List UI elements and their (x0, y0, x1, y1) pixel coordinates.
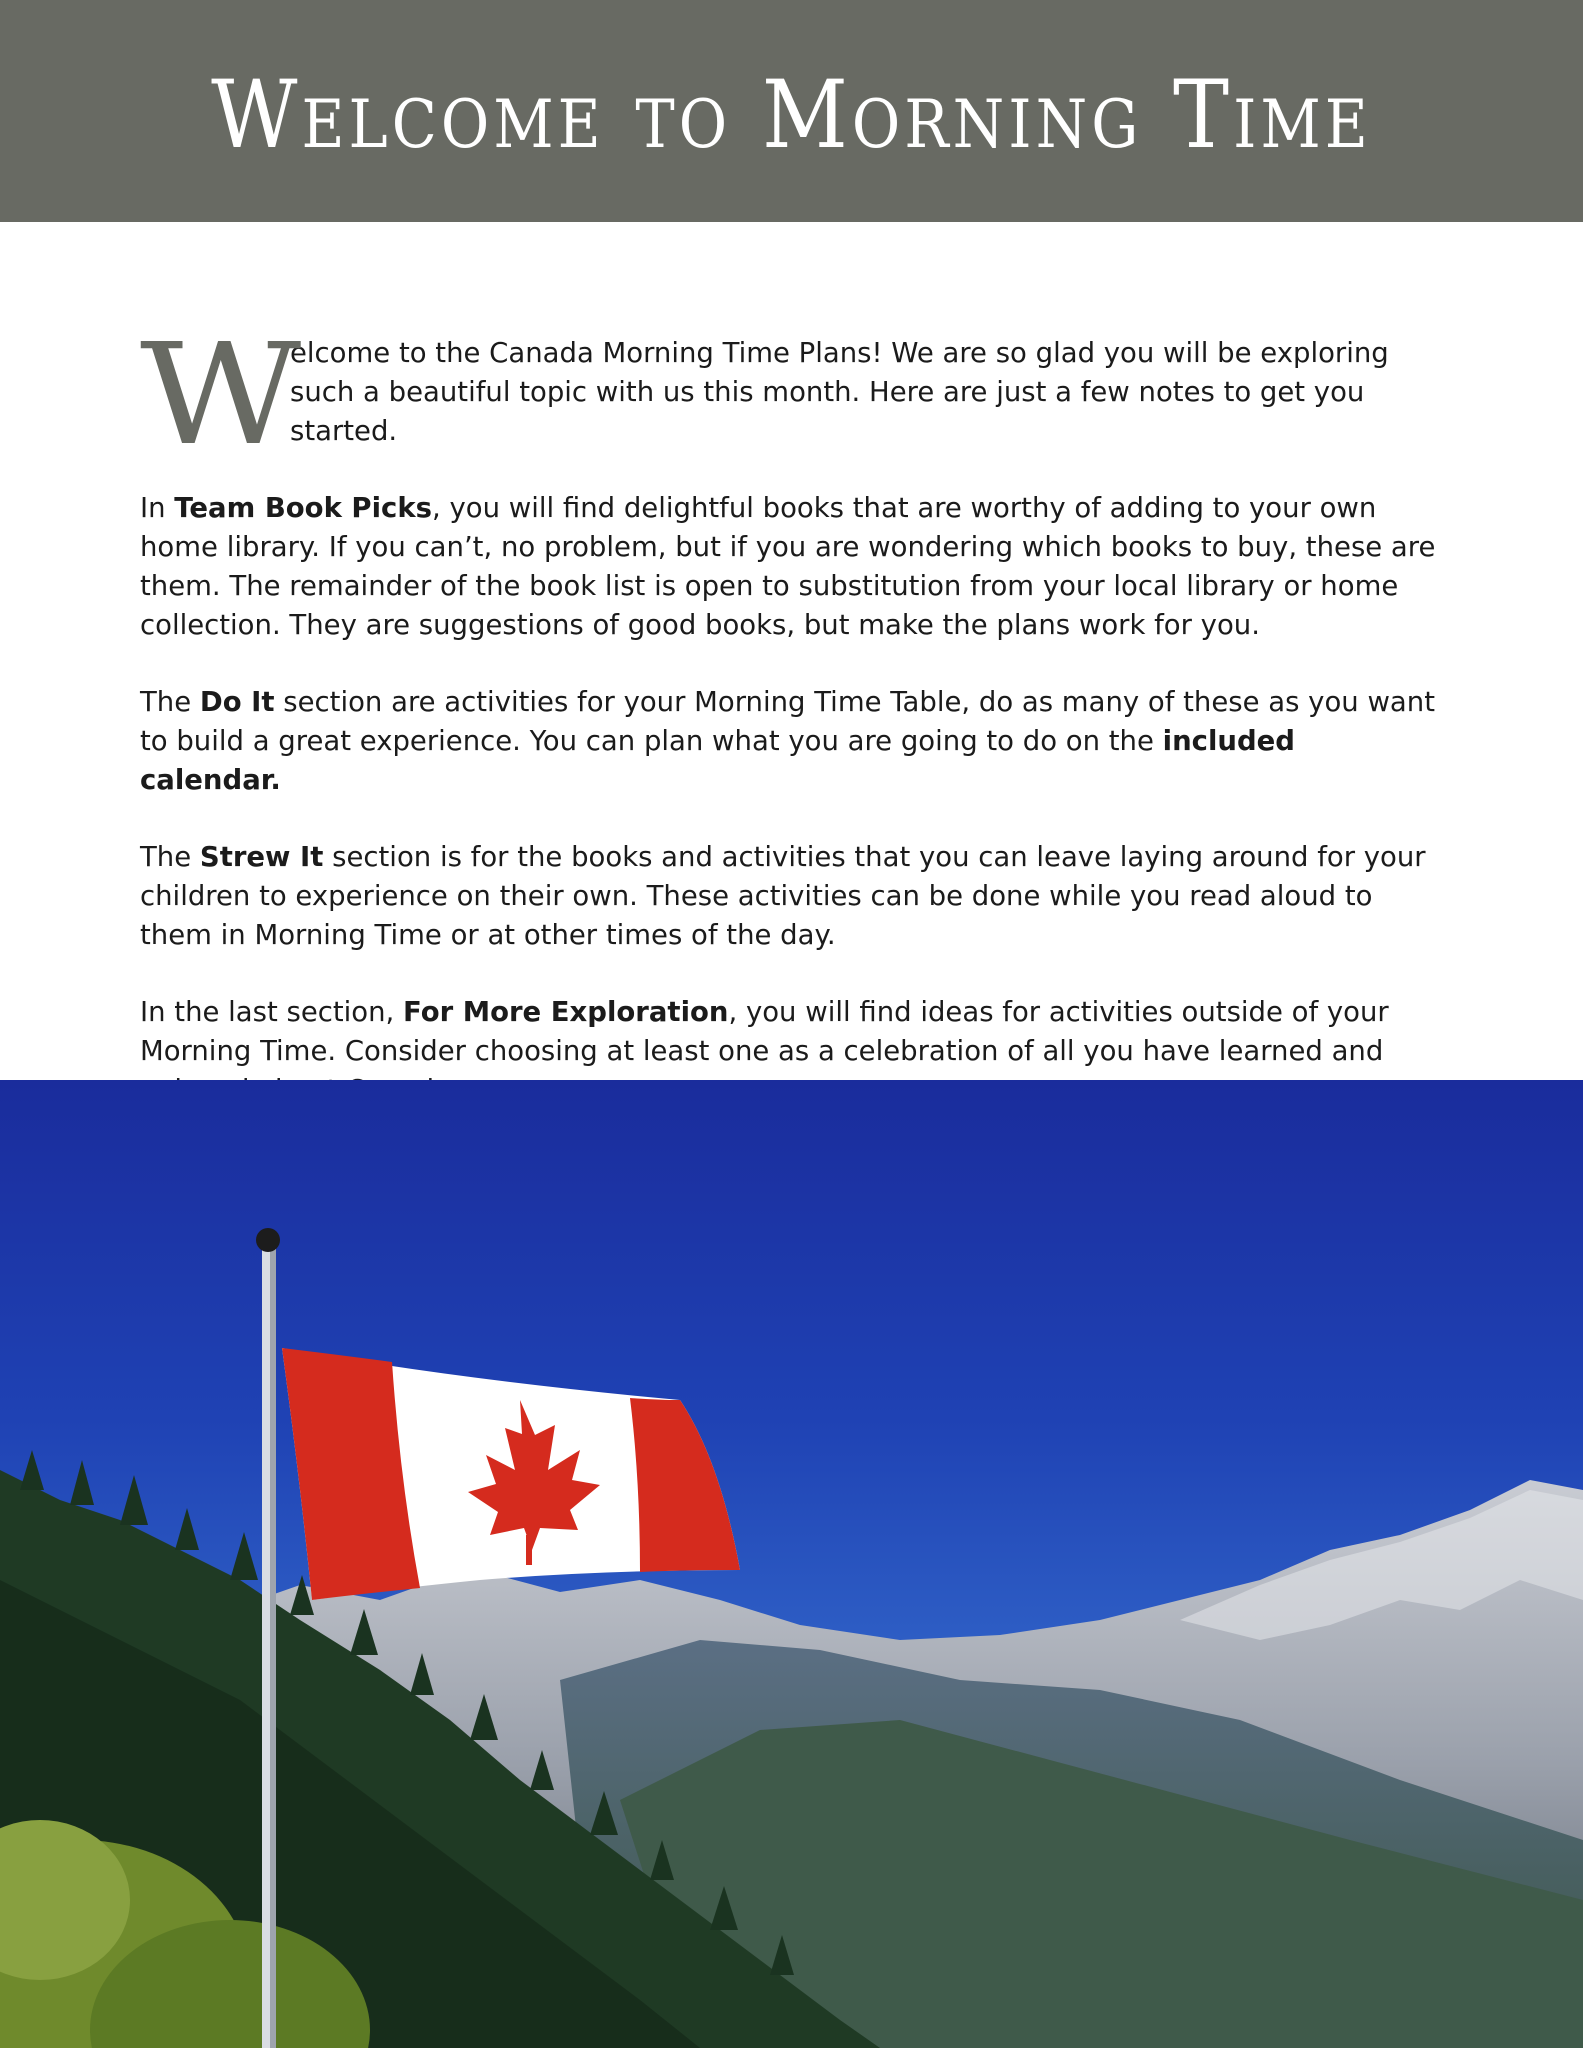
do-it-paragraph: The Do It section are activities for your Morning Time Table, do as many of these as you want to build a great experience. You can plan what you are going to do on the included calendar. (140, 686, 1436, 796)
more-exploration-paragraph: In the last section, For More Exploration, you will find ideas for activities outside of your Morning Time. Consider choosing at least one as a celebration of all you have learned and (140, 996, 1389, 1067)
drop-cap: W (140, 314, 302, 477)
page-title: Welcome to Morning Time (211, 59, 1372, 170)
strew-it-paragraph: The Strew It section is for the books and activities that you can leave laying around for your children to experience on their own. These activities can be done while you read aloud to them in Morning Time or at other times of the day. (140, 841, 1426, 951)
team-book-picks-label: Team Book Picks (174, 492, 432, 524)
intro-paragraph (140, 314, 1440, 477)
canada-flag-photo (0, 1080, 1583, 2048)
do-it-label: Do It (199, 686, 275, 718)
title-banner (0, 0, 1583, 222)
included-calendar-label: included calendar. (140, 725, 1295, 796)
team-book-picks-paragraph: In Team Book Picks, you will find delightful books that are worthy of adding to your own home library. If you can’t, no problem, but if you are wondering which books to buy, these are them. The remainder of the book list is open to substitution from your local library or home collection. They are suggestions of good books, but make the plans work for you. (140, 492, 1436, 641)
intro-text: elcome to the Canada Morning Time Plans! We are so glad you will be exploring such a beautiful topic with us this month. Here are just a few notes to get you started. (290, 337, 1389, 447)
strew-it-label: Strew It (199, 841, 324, 873)
welcome-text (140, 314, 1440, 1110)
more-exploration-label: For More Exploration (403, 996, 729, 1028)
